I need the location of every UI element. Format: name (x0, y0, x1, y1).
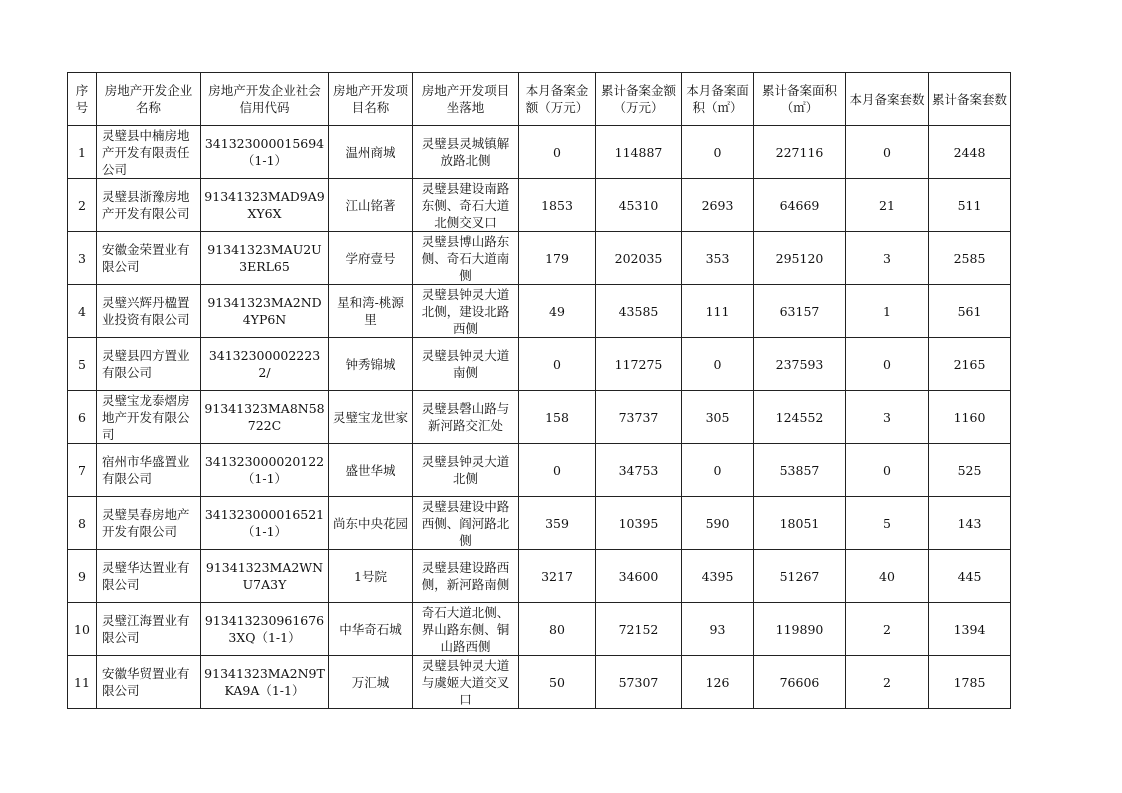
cell-project-name: 尚东中央花园 (329, 497, 413, 550)
cell-project-location: 灵璧县钟灵大道北侧 (413, 444, 519, 497)
cell-seq: 3 (68, 232, 97, 285)
cell-month-amount: 50 (519, 656, 596, 709)
cell-month-area: 126 (682, 656, 754, 709)
cell-total-area: 237593 (754, 338, 846, 391)
cell-credit-code: 913413230961676 3XQ（1-1） (201, 603, 329, 656)
cell-project-name: 温州商城 (329, 126, 413, 179)
cell-month-amount: 158 (519, 391, 596, 444)
cell-month-area: 305 (682, 391, 754, 444)
cell-month-units: 1 (846, 285, 929, 338)
cell-project-location: 灵璧县建设路西侧，新河路南侧 (413, 550, 519, 603)
housing-registration-table (67, 72, 1011, 709)
cell-total-amount: 34600 (596, 550, 682, 603)
cell-total-amount: 45310 (596, 179, 682, 232)
cell-seq: 11 (68, 656, 97, 709)
table-row (68, 179, 1011, 232)
cell-month-amount: 49 (519, 285, 596, 338)
cell-seq: 6 (68, 391, 97, 444)
cell-total-units: 1394 (929, 603, 1011, 656)
cell-credit-code: 341323000020122（1-1） (201, 444, 329, 497)
cell-company-name: 灵璧江海置业有限公司 (97, 603, 201, 656)
cell-total-amount: 57307 (596, 656, 682, 709)
cell-total-units: 2165 (929, 338, 1011, 391)
cell-month-area: 590 (682, 497, 754, 550)
cell-seq: 8 (68, 497, 97, 550)
cell-month-units: 5 (846, 497, 929, 550)
cell-month-units: 2 (846, 603, 929, 656)
cell-project-name: 中华奇石城 (329, 603, 413, 656)
cell-month-units: 0 (846, 338, 929, 391)
header-company-name: 房地产开发企业名称 (97, 73, 201, 126)
cell-total-amount: 117275 (596, 338, 682, 391)
cell-seq: 4 (68, 285, 97, 338)
cell-month-units: 21 (846, 179, 929, 232)
cell-total-area: 53857 (754, 444, 846, 497)
cell-project-location: 灵璧县磬山路与新河路交汇处 (413, 391, 519, 444)
cell-month-amount: 359 (519, 497, 596, 550)
cell-total-area: 119890 (754, 603, 846, 656)
cell-project-name: 江山铭著 (329, 179, 413, 232)
cell-credit-code: 341323000022232/ (201, 338, 329, 391)
cell-month-amount: 80 (519, 603, 596, 656)
cell-company-name: 灵璧宝龙泰熠房地产开发有限公司 (97, 391, 201, 444)
cell-total-units: 2585 (929, 232, 1011, 285)
cell-total-units: 2448 (929, 126, 1011, 179)
cell-month-area: 111 (682, 285, 754, 338)
header-month-area: 本月备案面积（㎡） (682, 73, 754, 126)
cell-month-area: 93 (682, 603, 754, 656)
cell-credit-code: 341323000015694（1-1） (201, 126, 329, 179)
cell-company-name: 灵璧兴辉丹楹置业投资有限公司 (97, 285, 201, 338)
cell-total-units: 525 (929, 444, 1011, 497)
header-credit-code: 房地产开发企业社会信用代码 (201, 73, 329, 126)
cell-company-name: 安徽华贸置业有限公司 (97, 656, 201, 709)
cell-credit-code: 91341323MAD9A9XY6X (201, 179, 329, 232)
cell-total-amount: 34753 (596, 444, 682, 497)
cell-company-name: 灵璧昊春房地产开发有限公司 (97, 497, 201, 550)
table-row (68, 232, 1011, 285)
cell-project-name: 万汇城 (329, 656, 413, 709)
cell-total-units: 1160 (929, 391, 1011, 444)
cell-project-name: 灵璧宝龙世家 (329, 391, 413, 444)
table-row (68, 550, 1011, 603)
cell-credit-code: 91341323MA2WNU7A3Y (201, 550, 329, 603)
cell-project-location: 灵璧县钟灵大道与虞姬大道交叉口 (413, 656, 519, 709)
cell-seq: 9 (68, 550, 97, 603)
cell-total-area: 51267 (754, 550, 846, 603)
cell-credit-code: 91341323MA2N9TKA9A（1-1） (201, 656, 329, 709)
cell-month-area: 0 (682, 444, 754, 497)
table-header-row (68, 73, 1011, 126)
header-project-name: 房地产开发项目名称 (329, 73, 413, 126)
table-row (68, 126, 1011, 179)
cell-month-area: 0 (682, 338, 754, 391)
cell-month-units: 0 (846, 444, 929, 497)
cell-total-area: 18051 (754, 497, 846, 550)
cell-total-amount: 73737 (596, 391, 682, 444)
header-total-area: 累计备案面积（㎡） (754, 73, 846, 126)
cell-total-area: 76606 (754, 656, 846, 709)
cell-total-units: 561 (929, 285, 1011, 338)
header-project-location: 房地产开发项目坐落地 (413, 73, 519, 126)
cell-project-name: 盛世华城 (329, 444, 413, 497)
table-row (68, 656, 1011, 709)
cell-project-name: 钟秀锦城 (329, 338, 413, 391)
cell-credit-code: 91341323MAU2U3ERL65 (201, 232, 329, 285)
cell-company-name: 安徽金荣置业有限公司 (97, 232, 201, 285)
table-row (68, 338, 1011, 391)
cell-total-units: 143 (929, 497, 1011, 550)
cell-company-name: 灵璧县四方置业有限公司 (97, 338, 201, 391)
cell-project-location: 灵璧县钟灵大道北侧，建设北路西侧 (413, 285, 519, 338)
cell-company-name: 宿州市华盛置业有限公司 (97, 444, 201, 497)
header-total-units: 累计备案套数 (929, 73, 1011, 126)
cell-total-units: 1785 (929, 656, 1011, 709)
cell-month-area: 353 (682, 232, 754, 285)
cell-month-amount: 3217 (519, 550, 596, 603)
cell-total-amount: 114887 (596, 126, 682, 179)
cell-month-units: 40 (846, 550, 929, 603)
table-row (68, 285, 1011, 338)
cell-seq: 1 (68, 126, 97, 179)
cell-total-area: 124552 (754, 391, 846, 444)
table-row (68, 603, 1011, 656)
cell-month-amount: 0 (519, 338, 596, 391)
cell-total-amount: 10395 (596, 497, 682, 550)
header-month-units: 本月备案套数 (846, 73, 929, 126)
cell-total-area: 63157 (754, 285, 846, 338)
cell-seq: 2 (68, 179, 97, 232)
cell-credit-code: 91341323MA2ND4YP6N (201, 285, 329, 338)
cell-month-units: 0 (846, 126, 929, 179)
cell-total-area: 64669 (754, 179, 846, 232)
cell-total-area: 295120 (754, 232, 846, 285)
cell-total-amount: 202035 (596, 232, 682, 285)
cell-company-name: 灵璧县浙豫房地产开发有限公司 (97, 179, 201, 232)
cell-project-name: 学府壹号 (329, 232, 413, 285)
cell-project-location: 灵璧县灵城镇解放路北侧 (413, 126, 519, 179)
cell-project-name: 1号院 (329, 550, 413, 603)
cell-month-amount: 179 (519, 232, 596, 285)
cell-total-amount: 72152 (596, 603, 682, 656)
cell-month-area: 2693 (682, 179, 754, 232)
cell-project-location: 灵璧县钟灵大道南侧 (413, 338, 519, 391)
header-month-amount: 本月备案金额（万元） (519, 73, 596, 126)
table-row (68, 444, 1011, 497)
cell-project-location: 奇石大道北侧、界山路东侧、铜山路西侧 (413, 603, 519, 656)
cell-project-location: 灵璧县博山路东侧、奇石大道南侧 (413, 232, 519, 285)
cell-month-units: 3 (846, 232, 929, 285)
cell-total-amount: 43585 (596, 285, 682, 338)
cell-company-name: 灵璧县中楠房地产开发有限责任公司 (97, 126, 201, 179)
cell-total-units: 511 (929, 179, 1011, 232)
cell-project-name: 星和湾-桃源里 (329, 285, 413, 338)
cell-company-name: 灵璧华达置业有限公司 (97, 550, 201, 603)
cell-month-area: 0 (682, 126, 754, 179)
header-seq: 序号 (68, 73, 97, 126)
table-row (68, 391, 1011, 444)
cell-project-location: 灵璧县建设南路东侧、奇石大道北侧交叉口 (413, 179, 519, 232)
cell-total-area: 227116 (754, 126, 846, 179)
cell-total-units: 445 (929, 550, 1011, 603)
table-row (68, 497, 1011, 550)
cell-month-amount: 0 (519, 444, 596, 497)
cell-seq: 7 (68, 444, 97, 497)
cell-month-units: 2 (846, 656, 929, 709)
cell-project-location: 灵璧县建设中路西侧、阎河路北侧 (413, 497, 519, 550)
header-total-amount: 累计备案金额（万元） (596, 73, 682, 126)
cell-month-area: 4395 (682, 550, 754, 603)
cell-month-amount: 1853 (519, 179, 596, 232)
cell-month-units: 3 (846, 391, 929, 444)
cell-seq: 10 (68, 603, 97, 656)
cell-seq: 5 (68, 338, 97, 391)
cell-month-amount: 0 (519, 126, 596, 179)
cell-credit-code: 91341323MA8N58722C (201, 391, 329, 444)
cell-credit-code: 341323000016521（1-1） (201, 497, 329, 550)
